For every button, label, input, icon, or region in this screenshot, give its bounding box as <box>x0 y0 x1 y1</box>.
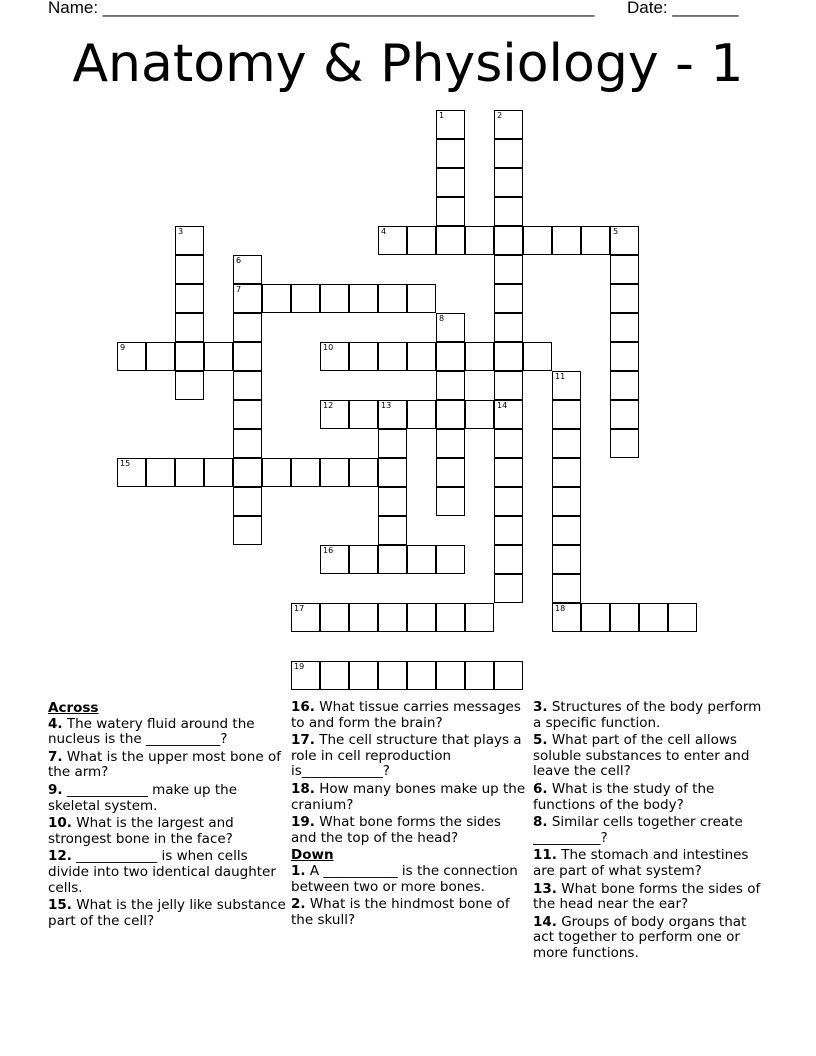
grid-cell[interactable] <box>668 603 697 632</box>
clue-item <box>291 815 529 846</box>
grid-cell[interactable] <box>378 603 407 632</box>
clue-item-number: 6. <box>533 780 548 797</box>
grid-cell[interactable] <box>378 284 407 313</box>
section-heading: Down <box>291 847 334 864</box>
clue-item-number: 11. <box>533 847 557 864</box>
grid-cell[interactable] <box>610 342 639 371</box>
grid-cell[interactable] <box>610 284 639 313</box>
grid-cell[interactable] <box>349 458 378 487</box>
grid-cell[interactable] <box>262 458 291 487</box>
grid-cell[interactable] <box>436 545 465 574</box>
clue-item <box>291 700 529 731</box>
clue-item <box>291 897 529 928</box>
clue-number: 16 <box>323 546 334 555</box>
grid-cell[interactable] <box>494 139 523 168</box>
grid-cell[interactable] <box>494 516 523 545</box>
grid-cell[interactable] <box>552 574 581 603</box>
clue-item-text: What part of the cell allows soluble substances to enter and leave the cell? <box>533 732 750 780</box>
clue-item-text: The cell structure that plays a role in cell reproduction is____________? <box>291 732 522 780</box>
grid-cell[interactable] <box>146 342 175 371</box>
clue-number: 18 <box>555 604 566 613</box>
clue-item-number: 4. <box>48 715 63 732</box>
clue-item-text: Structures of the body perform a specific function. <box>533 699 762 731</box>
clue-item-text: A ___________ is the connection between two or more bones. <box>291 862 518 895</box>
grid-cell[interactable] <box>465 226 494 255</box>
grid-cell[interactable] <box>494 255 523 284</box>
grid-cell[interactable] <box>378 400 407 429</box>
clue-column-3 <box>533 700 771 964</box>
clue-item-text: What tissue carries messages to and form the brain? <box>291 699 521 731</box>
grid-cell[interactable] <box>494 429 523 458</box>
grid-cell[interactable] <box>552 371 581 400</box>
grid-cell[interactable] <box>407 661 436 690</box>
grid-cell[interactable] <box>436 139 465 168</box>
grid-cell[interactable] <box>175 313 204 342</box>
grid-cell[interactable] <box>552 458 581 487</box>
grid-cell[interactable] <box>117 458 146 487</box>
clue-item-number: 7. <box>48 748 63 765</box>
clue-column-1 <box>48 700 286 931</box>
clue-item-number: 13. <box>533 880 557 897</box>
grid-cell[interactable] <box>494 458 523 487</box>
grid-cell[interactable] <box>233 400 262 429</box>
clue-item-number: 19. <box>291 814 315 831</box>
name-label: Name: ____________________________________________________ <box>48 0 595 17</box>
clue-item-text: What is the study of the functions of the body? <box>533 780 715 813</box>
clue-item <box>291 782 529 813</box>
grid-cell[interactable] <box>233 516 262 545</box>
grid-cell[interactable] <box>233 429 262 458</box>
clue-number: 4 <box>381 227 387 236</box>
grid-cell[interactable] <box>378 661 407 690</box>
grid-cell[interactable] <box>436 313 465 342</box>
grid-cell[interactable] <box>320 661 349 690</box>
grid-cell[interactable] <box>494 342 523 371</box>
grid-cell[interactable] <box>552 226 581 255</box>
grid-cell[interactable] <box>378 545 407 574</box>
clue-item <box>48 783 286 814</box>
clue-item-text: The watery fluid around the nucleus is the ___________? <box>48 715 255 748</box>
grid-cell[interactable] <box>175 284 204 313</box>
grid-cell[interactable] <box>610 400 639 429</box>
grid-cell[interactable] <box>581 603 610 632</box>
grid-cell[interactable] <box>494 371 523 400</box>
clue-item-text: What is the largest and strongest bone in the face? <box>48 815 234 847</box>
grid-cell[interactable] <box>291 661 320 690</box>
grid-cell[interactable] <box>610 429 639 458</box>
clue-number: 13 <box>381 401 392 410</box>
clue-number: 10 <box>323 343 334 352</box>
clue-item <box>533 848 771 879</box>
clue-item-number: 9. <box>48 781 63 798</box>
grid-cell[interactable] <box>465 342 494 371</box>
clue-item-text: Similar cells together create __________? <box>533 814 743 846</box>
clue-number: 17 <box>294 604 305 613</box>
grid-cell[interactable] <box>465 603 494 632</box>
grid-cell[interactable] <box>146 458 175 487</box>
grid-cell[interactable] <box>378 429 407 458</box>
clue-item <box>533 733 771 780</box>
grid-cell[interactable] <box>494 574 523 603</box>
clue-item-number: 15. <box>48 897 72 914</box>
clue-item-number: 3. <box>533 699 548 715</box>
grid-cell[interactable] <box>436 400 465 429</box>
grid-cell[interactable] <box>233 284 262 313</box>
grid-cell[interactable] <box>349 545 378 574</box>
clue-number: 15 <box>120 459 131 468</box>
page-title: Anatomy & Physiology - 1 <box>72 34 744 94</box>
grid-cell[interactable] <box>494 110 523 139</box>
clue-item-text: The stomach and intestines are part of what system? <box>533 847 749 879</box>
grid-cell[interactable] <box>204 458 233 487</box>
clue-number: 8 <box>439 314 445 323</box>
clue-number: 19 <box>294 662 305 671</box>
grid-cell[interactable] <box>494 226 523 255</box>
grid-cell[interactable] <box>291 284 320 313</box>
grid-cell[interactable] <box>494 284 523 313</box>
grid-cell[interactable] <box>436 168 465 197</box>
grid-cell[interactable] <box>233 487 262 516</box>
clue-item <box>291 864 529 895</box>
grid-cell[interactable] <box>349 661 378 690</box>
grid-cell[interactable] <box>407 284 436 313</box>
clue-item-number: 14. <box>533 913 557 930</box>
grid-cell[interactable] <box>175 458 204 487</box>
grid-cell[interactable] <box>320 400 349 429</box>
grid-cell[interactable] <box>117 342 146 371</box>
grid-cell[interactable] <box>552 400 581 429</box>
clue-item-number: 10. <box>48 815 72 832</box>
grid-cell[interactable] <box>175 371 204 400</box>
grid-cell[interactable] <box>175 342 204 371</box>
grid-cell[interactable] <box>436 371 465 400</box>
grid-cell[interactable] <box>494 313 523 342</box>
clue-item <box>48 849 286 896</box>
grid-cell[interactable] <box>639 603 668 632</box>
grid-cell[interactable] <box>233 342 262 371</box>
clue-item <box>48 717 286 748</box>
clue-column-2 <box>291 700 529 930</box>
grid-cell[interactable] <box>407 342 436 371</box>
grid-cell[interactable] <box>320 342 349 371</box>
clue-item-number: 8. <box>533 814 548 831</box>
grid-cell[interactable] <box>610 603 639 632</box>
grid-cell[interactable] <box>407 603 436 632</box>
grid-cell[interactable] <box>175 255 204 284</box>
clue-item-number: 17. <box>291 732 315 749</box>
clue-item <box>533 782 771 813</box>
clue-item-number: 12. <box>48 848 72 865</box>
grid-cell[interactable] <box>349 400 378 429</box>
grid-cell[interactable] <box>494 197 523 226</box>
grid-cell[interactable] <box>552 487 581 516</box>
clue-item-text: Groups of body organs that act together to perform one or more functions. <box>533 913 747 961</box>
clue-number: 12 <box>323 401 334 410</box>
clue-item-number: 18. <box>291 780 315 797</box>
grid-cell[interactable] <box>204 342 233 371</box>
clue-item-text: ____________ is when cells divide into two identical daughter cells. <box>48 848 276 896</box>
clue-item-number: 2. <box>291 896 306 913</box>
grid-cell[interactable] <box>175 226 204 255</box>
clue-number: 3 <box>178 227 184 236</box>
clue-number: 9 <box>120 343 126 352</box>
grid-cell[interactable] <box>233 371 262 400</box>
grid-cell[interactable] <box>291 458 320 487</box>
clue-item <box>291 733 529 780</box>
grid-cell[interactable] <box>320 458 349 487</box>
clue-item <box>533 700 771 731</box>
grid-cell[interactable] <box>610 371 639 400</box>
grid-cell[interactable] <box>552 429 581 458</box>
clue-item-text: ____________ make up the skeletal system. <box>48 781 238 814</box>
date-label: Date: _______ <box>627 0 739 17</box>
grid-cell[interactable] <box>610 226 639 255</box>
clue-number: 1 <box>439 111 445 120</box>
grid-cell[interactable] <box>465 661 494 690</box>
grid-cell[interactable] <box>378 458 407 487</box>
grid-cell[interactable] <box>523 342 552 371</box>
grid-cell[interactable] <box>378 342 407 371</box>
clue-number: 7 <box>236 285 242 294</box>
clue-item <box>48 898 286 929</box>
clue-number: 2 <box>497 111 503 120</box>
clue-item-number: 16. <box>291 699 315 715</box>
clue-number: 11 <box>555 372 566 381</box>
clue-number: 6 <box>236 256 242 265</box>
grid-cell[interactable] <box>407 400 436 429</box>
clue-item-text: What bone forms the sides and the top of the head? <box>291 814 501 846</box>
grid-cell[interactable] <box>436 458 465 487</box>
grid-cell[interactable] <box>320 545 349 574</box>
clue-item <box>48 750 286 781</box>
grid-cell[interactable] <box>291 603 320 632</box>
grid-cell[interactable] <box>465 400 494 429</box>
grid-cell[interactable] <box>581 226 610 255</box>
clue-item-text: What is the jelly like substance part of the cell? <box>48 897 286 929</box>
grid-cell[interactable] <box>436 197 465 226</box>
grid-cell[interactable] <box>610 255 639 284</box>
clue-item-text: What is the upper most bone of the arm? <box>48 748 281 781</box>
clue-number: 14 <box>497 401 508 410</box>
section-heading: Across <box>48 700 99 716</box>
grid-cell[interactable] <box>494 400 523 429</box>
grid-cell[interactable] <box>436 429 465 458</box>
clue-item-text: What bone forms the sides of the head near the ear? <box>533 880 761 913</box>
grid-cell[interactable] <box>436 487 465 516</box>
grid-cell[interactable] <box>349 284 378 313</box>
clue-item <box>48 816 286 847</box>
clue-number: 5 <box>613 227 619 236</box>
grid-cell[interactable] <box>407 545 436 574</box>
grid-cell[interactable] <box>552 545 581 574</box>
grid-cell[interactable] <box>436 110 465 139</box>
grid-cell[interactable] <box>436 226 465 255</box>
grid-cell[interactable] <box>349 342 378 371</box>
grid-cell[interactable] <box>378 516 407 545</box>
clue-item <box>533 882 771 913</box>
grid-cell[interactable] <box>436 603 465 632</box>
grid-cell[interactable] <box>378 226 407 255</box>
grid-cell[interactable] <box>494 487 523 516</box>
clue-item-text: How many bones make up the cranium? <box>291 780 526 813</box>
clue-item <box>533 915 771 962</box>
grid-cell[interactable] <box>320 603 349 632</box>
grid-cell[interactable] <box>436 342 465 371</box>
grid-cell[interactable] <box>262 284 291 313</box>
grid-cell[interactable] <box>494 661 523 690</box>
grid-cell[interactable] <box>407 226 436 255</box>
grid-cell[interactable] <box>436 661 465 690</box>
clue-item-number: 5. <box>533 732 548 749</box>
grid-cell[interactable] <box>320 284 349 313</box>
grid-cell[interactable] <box>233 255 262 284</box>
grid-cell[interactable] <box>349 603 378 632</box>
grid-cell[interactable] <box>494 545 523 574</box>
grid-cell[interactable] <box>552 516 581 545</box>
grid-cell[interactable] <box>494 168 523 197</box>
grid-cell[interactable] <box>552 603 581 632</box>
clue-item <box>533 815 771 846</box>
grid-cell[interactable] <box>233 458 262 487</box>
grid-cell[interactable] <box>523 226 552 255</box>
clue-item-text: What is the hindmost bone of the skull? <box>291 896 510 928</box>
clue-item-number: 1. <box>291 862 306 879</box>
grid-cell[interactable] <box>233 313 262 342</box>
grid-cell[interactable] <box>378 487 407 516</box>
grid-cell[interactable] <box>610 313 639 342</box>
